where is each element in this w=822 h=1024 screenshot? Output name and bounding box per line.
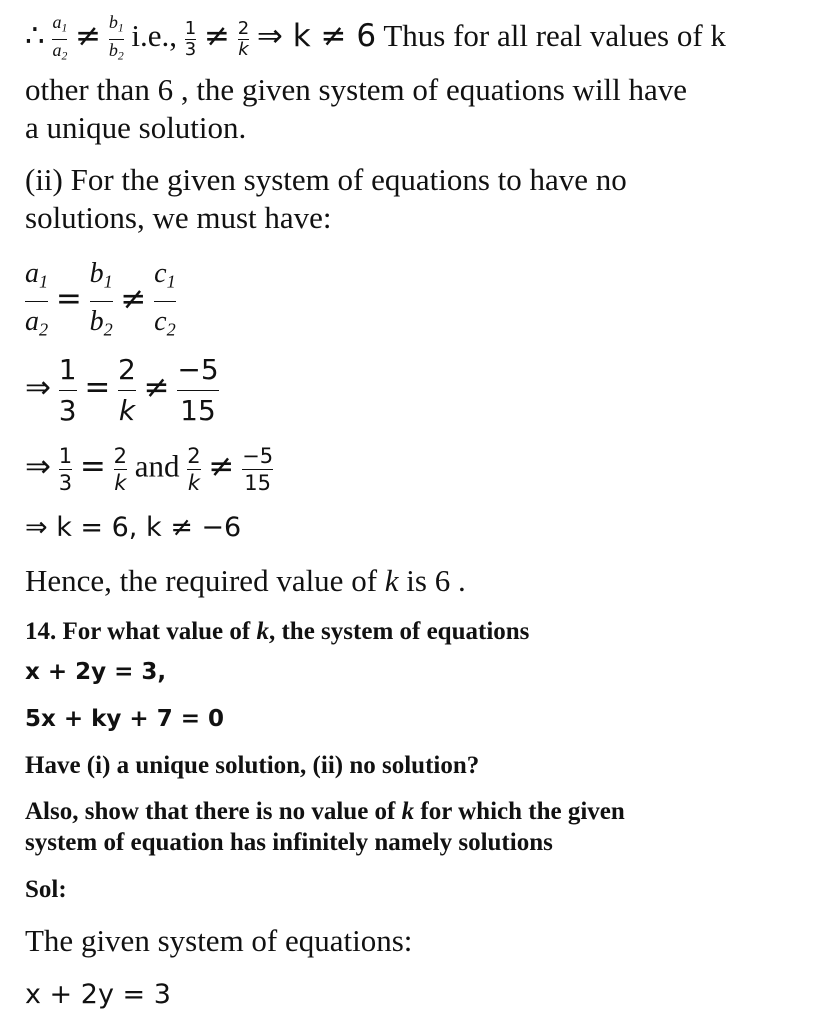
ratio-split xyxy=(25,443,273,496)
ratio-condition xyxy=(25,254,176,350)
fraction-1-3: $\frac{1}{3}$ xyxy=(58,444,73,495)
fraction-a1-a2: $\frac{a_1}{a_2}$ xyxy=(52,12,68,62)
fraction-b1-b2: $\frac{b_1}{b_2}$ xyxy=(89,258,113,340)
implies-symbol: ⇒ xyxy=(25,448,51,485)
not-equal-symbol: ≠ xyxy=(75,18,102,55)
fraction-2-k: $\frac{2}{k}$ xyxy=(113,444,127,495)
fraction-a1-a2: $\frac{a_1}{a_2}$ xyxy=(25,258,49,340)
line-text: Thus for all real values of k xyxy=(383,18,726,54)
ie-text: i.e., xyxy=(131,18,178,54)
not-equal-symbol: ≠ xyxy=(143,369,170,406)
variable-k: k xyxy=(256,618,269,645)
question-title xyxy=(25,618,529,646)
not-equal-symbol: ≠ xyxy=(208,448,235,485)
line-text: other than 6 , the given system of equations will have xyxy=(25,72,688,107)
not-equal-symbol: ≠ xyxy=(120,281,147,318)
question-eq2: 5x + ky + 7 = 0 xyxy=(25,706,224,732)
line-text: for which the given xyxy=(420,798,625,825)
line-text: Also, show that there is no value of xyxy=(25,798,396,825)
ratio-substituted xyxy=(25,350,219,431)
question-part: Have (i) a unique solution, (ii) no solution? xyxy=(25,752,480,779)
solution-eq1: x + 2y = 3 xyxy=(25,979,171,1010)
fraction-1-3: $\frac{1}{3}$ xyxy=(58,353,77,427)
fraction-minus5-15: $\frac{-5}{15}$ xyxy=(242,444,274,495)
fraction-2-k: $\frac{2}{k}$ xyxy=(237,17,250,60)
line-text: is 6 . xyxy=(406,563,466,598)
fraction-1-3: $\frac{1}{3}$ xyxy=(184,17,197,60)
line-text: , the system of equations xyxy=(268,618,530,645)
k-result: ⇒ k = 6, k ≠ −6 xyxy=(25,512,242,543)
solution-label: Sol: xyxy=(25,876,67,903)
variable-k: k xyxy=(401,798,415,825)
line-text: The given system of equations: xyxy=(25,923,413,958)
line-text: a unique solution. xyxy=(25,110,247,145)
line-text: (ii) For the given system of equations to have no xyxy=(25,162,627,197)
fraction-2-k: $\frac{2}{k}$ xyxy=(118,353,136,427)
fraction-b1-b2: $\frac{b_1}{b_2}$ xyxy=(108,12,124,62)
implies-k-not-6: ⇒ k ≠ 6 xyxy=(256,18,377,55)
question-part xyxy=(25,798,625,826)
conclusion-line xyxy=(25,563,466,599)
line-unique-condition xyxy=(25,12,726,66)
variable-k: k xyxy=(384,563,399,598)
line-text: Hence, the required value of xyxy=(25,563,378,598)
and-text: and xyxy=(134,448,180,484)
question-eq1: x + 2y = 3, xyxy=(25,659,167,685)
equals-symbol: = xyxy=(79,448,106,485)
fraction-c1-c2: $\frac{c_1}{c_2}$ xyxy=(154,258,176,340)
fraction-2-k: $\frac{2}{k}$ xyxy=(187,444,201,495)
not-equal-symbol: ≠ xyxy=(203,18,230,55)
equals-symbol: = xyxy=(55,281,82,318)
line-text: solutions, we must have: xyxy=(25,200,332,235)
fraction-minus5-15: $\frac{-5}{15}$ xyxy=(177,353,219,427)
equals-symbol: = xyxy=(84,369,111,406)
line-text: 14. For what value of xyxy=(25,618,251,645)
therefore-symbol: ∴ xyxy=(25,18,45,55)
implies-symbol: ⇒ xyxy=(25,369,51,406)
question-part: system of equation has infinitely namely solutions xyxy=(25,829,553,856)
